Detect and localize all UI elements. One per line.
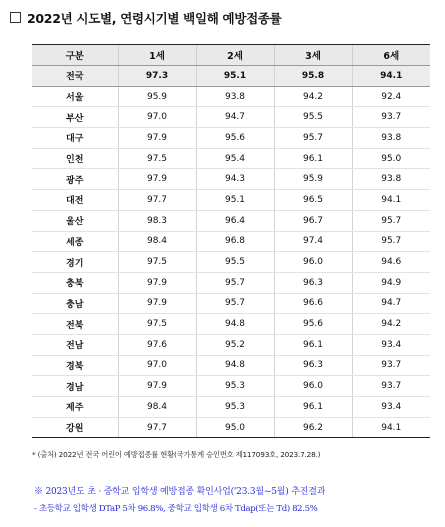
cell-age-3: 96.1 — [274, 334, 352, 355]
cell-age-1: 95.9 — [118, 86, 196, 107]
cell-age-3: 95.6 — [274, 314, 352, 335]
cell-age-3: 96.7 — [274, 210, 352, 231]
cell-region: 전남 — [32, 334, 118, 355]
cell-region: 제주 — [32, 397, 118, 418]
cell-region: 대전 — [32, 190, 118, 211]
cell-age-1: 98.4 — [118, 397, 196, 418]
cell-age-6: 93.7 — [352, 355, 430, 376]
cell-age-2: 94.7 — [196, 107, 274, 128]
cell-age-2: 95.0 — [196, 417, 274, 438]
cell-age-1: 97.7 — [118, 190, 196, 211]
cell-age-6: 92.4 — [352, 86, 430, 107]
cell-age-3: 96.5 — [274, 190, 352, 211]
cell-age-3: 96.6 — [274, 293, 352, 314]
table-row — [32, 252, 430, 273]
table-row — [32, 334, 430, 355]
cell-age-1: 97.0 — [118, 355, 196, 376]
cell-age-2: 95.2 — [196, 334, 274, 355]
table-row — [32, 148, 430, 169]
cell-age-3: 95.5 — [274, 107, 352, 128]
cell-age-6: 95.7 — [352, 210, 430, 231]
cell-age-1: 97.3 — [118, 66, 196, 87]
cell-region: 전북 — [32, 314, 118, 335]
page-title — [10, 9, 281, 27]
cell-age-2: 94.8 — [196, 314, 274, 335]
cell-age-2: 95.1 — [196, 190, 274, 211]
school-entry-result: - 초등학교 입학생 DTaP 5차 96.8%, 중학교 입학생 6차 Tdap(또는 Td) 82.5% — [34, 504, 318, 514]
cell-age-3: 97.4 — [274, 231, 352, 252]
cell-age-2: 94.3 — [196, 169, 274, 190]
table-row — [32, 128, 430, 149]
table-row — [32, 272, 430, 293]
cell-age-3: 96.1 — [274, 397, 352, 418]
page-title-text: 2022년 시도별, 연령시기별 백일해 예방접종률 — [27, 11, 282, 26]
cell-age-2: 95.7 — [196, 272, 274, 293]
cell-age-1: 97.5 — [118, 148, 196, 169]
cell-age-6: 93.4 — [352, 397, 430, 418]
cell-region: 세종 — [32, 231, 118, 252]
cell-age-6: 93.7 — [352, 376, 430, 397]
cell-age-1: 97.9 — [118, 128, 196, 149]
cell-region: 부산 — [32, 107, 118, 128]
cell-age-2: 93.8 — [196, 86, 274, 107]
cell-age-2: 96.4 — [196, 210, 274, 231]
cell-age-2: 95.3 — [196, 397, 274, 418]
table-row — [32, 190, 430, 211]
cell-age-6: 93.8 — [352, 169, 430, 190]
cell-age-1: 97.9 — [118, 293, 196, 314]
school-entry-note: ※ 2023년도 초 · 중학교 입학생 예방접종 확인사업('23.3월~5월) 추진결과 — [34, 487, 326, 497]
cell-age-3: 96.1 — [274, 148, 352, 169]
table-row — [32, 314, 430, 335]
cell-region: 인천 — [32, 148, 118, 169]
cell-age-3: 96.3 — [274, 272, 352, 293]
source-note: * (출처) 2022년 전국 어린이 예방접종률 현황(국가통계 승인번호 제117093호, 2023.7.28.) — [32, 450, 321, 459]
cell-region: 충남 — [32, 293, 118, 314]
cell-age-3: 94.2 — [274, 86, 352, 107]
table-row — [32, 397, 430, 418]
cell-age-2: 95.7 — [196, 293, 274, 314]
cell-age-3: 96.0 — [274, 252, 352, 273]
table-row — [32, 376, 430, 397]
cell-age-2: 96.8 — [196, 231, 274, 252]
cell-age-2: 95.3 — [196, 376, 274, 397]
cell-age-2: 95.6 — [196, 128, 274, 149]
cell-age-6: 94.7 — [352, 293, 430, 314]
cell-age-3: 96.0 — [274, 376, 352, 397]
table-row — [32, 293, 430, 314]
table-row — [32, 86, 430, 107]
cell-age-3: 96.3 — [274, 355, 352, 376]
cell-age-3: 95.8 — [274, 66, 352, 87]
cell-age-1: 97.9 — [118, 272, 196, 293]
cell-age-6: 93.4 — [352, 334, 430, 355]
cell-age-1: 97.9 — [118, 169, 196, 190]
table-row — [32, 210, 430, 231]
cell-age-1: 97.9 — [118, 376, 196, 397]
cell-age-1: 97.5 — [118, 314, 196, 335]
header-age-6: 6세 — [352, 45, 430, 66]
cell-region: 서울 — [32, 86, 118, 107]
table-row — [32, 231, 430, 252]
cell-region: 경남 — [32, 376, 118, 397]
cell-age-6: 94.6 — [352, 252, 430, 273]
cell-age-3: 96.2 — [274, 417, 352, 438]
header-age-2: 2세 — [196, 45, 274, 66]
cell-age-1: 97.0 — [118, 107, 196, 128]
cell-age-6: 95.0 — [352, 148, 430, 169]
cell-age-6: 94.2 — [352, 314, 430, 335]
checkbox-square-icon — [10, 12, 21, 23]
cell-region: 경북 — [32, 355, 118, 376]
cell-age-6: 94.9 — [352, 272, 430, 293]
header-age-3: 3세 — [274, 45, 352, 66]
cell-age-6: 93.8 — [352, 128, 430, 149]
cell-age-6: 95.7 — [352, 231, 430, 252]
vaccination-rate-table — [32, 44, 430, 438]
cell-age-1: 97.7 — [118, 417, 196, 438]
table-row — [32, 355, 430, 376]
table-header-row — [32, 45, 430, 66]
cell-age-2: 94.8 — [196, 355, 274, 376]
header-age-1: 1세 — [118, 45, 196, 66]
cell-age-1: 98.3 — [118, 210, 196, 231]
cell-age-1: 97.6 — [118, 334, 196, 355]
cell-age-6: 94.1 — [352, 66, 430, 87]
header-category: 구분 — [32, 45, 118, 66]
cell-region: 경기 — [32, 252, 118, 273]
cell-age-2: 95.5 — [196, 252, 274, 273]
cell-age-1: 98.4 — [118, 231, 196, 252]
cell-age-6: 94.1 — [352, 417, 430, 438]
cell-region: 충북 — [32, 272, 118, 293]
cell-age-2: 95.1 — [196, 66, 274, 87]
table-row — [32, 417, 430, 438]
table-row-national — [32, 66, 430, 87]
cell-region: 울산 — [32, 210, 118, 231]
cell-age-2: 95.4 — [196, 148, 274, 169]
cell-age-3: 95.7 — [274, 128, 352, 149]
cell-age-3: 95.9 — [274, 169, 352, 190]
table-row — [32, 107, 430, 128]
cell-region: 강원 — [32, 417, 118, 438]
cell-age-1: 97.5 — [118, 252, 196, 273]
cell-age-6: 94.1 — [352, 190, 430, 211]
cell-region: 전국 — [32, 66, 118, 87]
cell-region: 대구 — [32, 128, 118, 149]
table-row — [32, 169, 430, 190]
cell-age-6: 93.7 — [352, 107, 430, 128]
cell-region: 광주 — [32, 169, 118, 190]
